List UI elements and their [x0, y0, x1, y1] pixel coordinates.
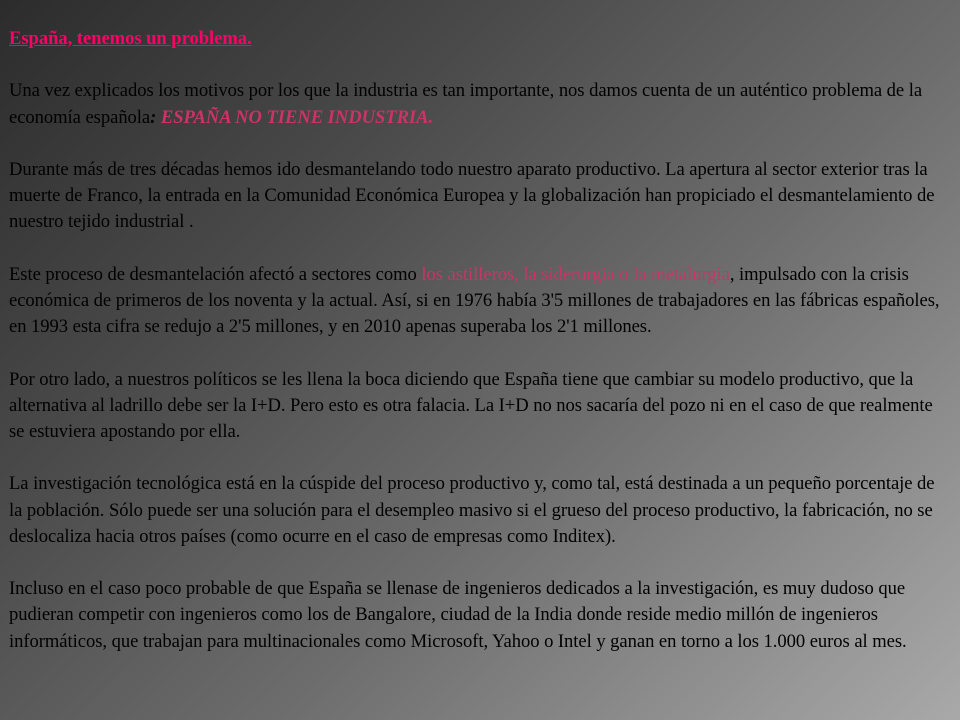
- paragraph-1-text: Una vez explicados los motivos por los que la industria es tan importante, nos damos cuenta de un auténtico problema de la economía española: [9, 80, 923, 128]
- paragraph-4: Por otro lado, a nuestros políticos se les llena la boca diciendo que España tiene que cambiar su modelo productivo, que la alternativa al ladrillo debe ser la I+D. Pero esto es otra falacia. La I+D no nos sacaría del pozo ni en el caso de que realmente se estuviera apostando por ella.: [9, 368, 933, 442]
- paragraph-2: Durante más de tres décadas hemos ido desmantelando todo nuestro aparato productivo. La apertura al sector exterior tras la muerte de Franco, la entrada en la Comunidad Económica Europea y la globalización han propiciado el desmantelamiento de nuestro tejido industrial .: [9, 158, 935, 233]
- paragraph-3-after: , impulsado con la crisis económica de primeros de los noventa y la actual. Así, si en 1976 había 3'5 millones de trabajadores en las fábricas españoles, en 1993 esta cifra se redujo a 2'5 millones, y en 2010 apenas superaba los 2'1 millones.: [9, 263, 940, 338]
- paragraph-1: [9, 78, 949, 130]
- paragraph-3-before: Este proceso de desmantelación afectó a sectores como: [9, 263, 422, 285]
- paragraph-6: Incluso en el caso poco probable de que España se llenase de ingenieros dedicados a la investigación, es muy dudoso que pudieran competir con ingenieros como los de Bangalore, ciudad de la India donde reside medio millón de ingenieros informáticos, que trabajan para multinacionales como Microsoft, Yahoo o Intel y ganan en torno a los 1.000 euros al mes.: [9, 578, 907, 652]
- paragraph-3-highlight: los astilleros, la siderurgia o la metalurgia: [421, 263, 730, 285]
- paragraph-3: [9, 262, 949, 341]
- paragraph-1-highlight: ESPAÑA NO TIENE INDUSTRIA.: [156, 106, 434, 128]
- slide-title: España, tenemos un problema.: [9, 28, 252, 49]
- paragraph-1-colon: :: [150, 106, 157, 128]
- slide-content: [9, 26, 949, 655]
- paragraph-5: La investigación tecnológica está en la cúspide del proceso productivo y, como tal, está destinada a un pequeño porcentaje de la población. Sólo puede ser una solución para el desempleo masivo si el grueso del proceso productivo, la fabricación, no se deslocaliza hacia otros países (como ocurre en el caso de empresas como Inditex).: [9, 473, 935, 547]
